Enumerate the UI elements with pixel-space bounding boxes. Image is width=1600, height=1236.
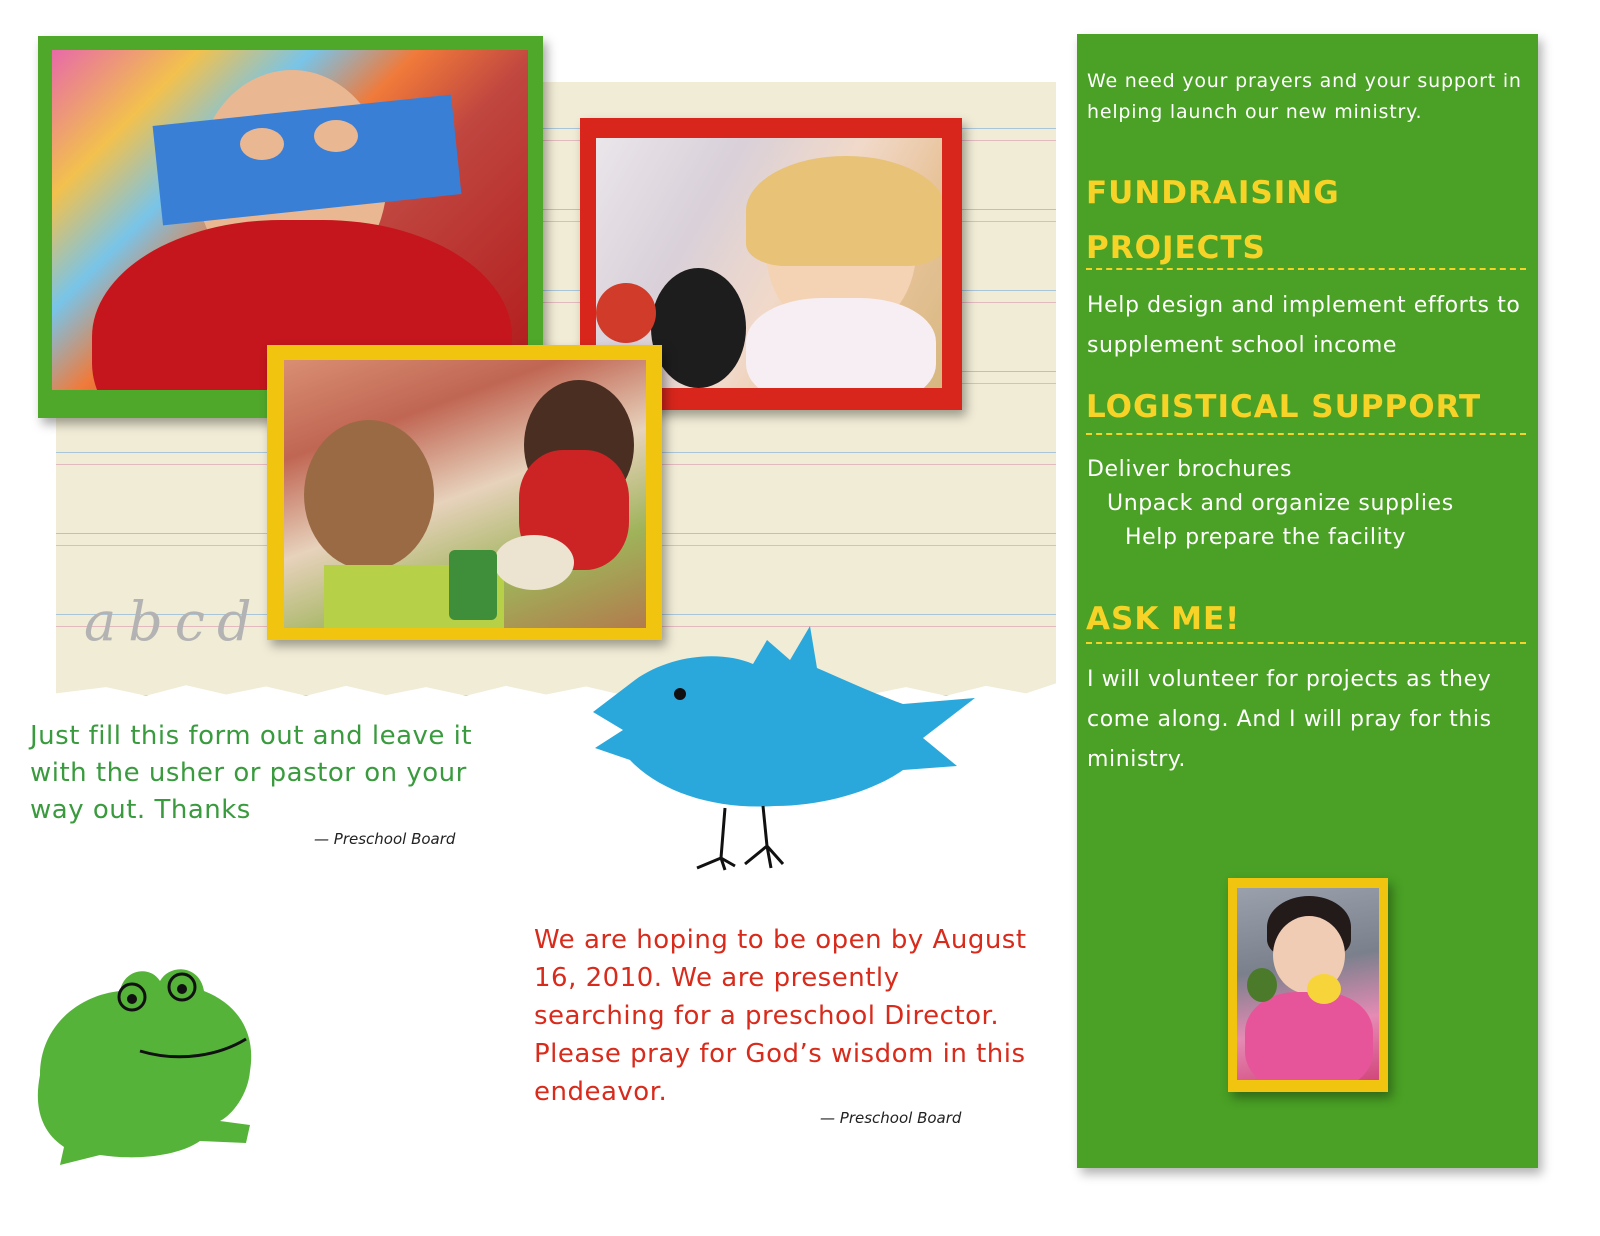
heading-divider [1086,268,1526,270]
blue-bird-icon [585,620,985,880]
list-item: Unpack and organize supplies [1107,491,1454,516]
photo-girls-drawing [284,360,646,628]
heading-divider [1086,433,1526,435]
photo-boy-paper-mask [52,50,528,390]
heading-logistical-support: LOGISTICAL SUPPORT [1086,389,1482,425]
paper-letters: abcd [84,590,264,653]
photo-frame-girl-toys [1228,878,1388,1092]
logistical-list [1087,453,1527,555]
fundraising-text: Help design and implement efforts to supplement school income [1087,293,1521,358]
opening-announcement: We are hoping to be open by August 16, 2010. We are presently searching for a preschool Director. Please pray for God’s wisdom in this endeavor. [534,925,1027,1107]
heading-divider [1086,642,1526,644]
photo-girl-with-toys [1237,888,1379,1080]
instructions-signature: — Preschool Board [314,830,456,848]
form-instructions: Just fill this form out and leave it with the usher or pastor on your way out. Thanks [30,721,473,825]
list-item: Help prepare the facility [1125,525,1407,550]
photo-frame-girls-drawing [267,345,662,640]
list-item: Deliver brochures [1087,457,1293,482]
green-frog-icon [20,955,270,1175]
heading-fundraising: FUNDRAISING PROJECTS [1086,175,1340,266]
panel-intro: We need your prayers and your support in helping launch our new ministry. [1087,70,1522,123]
ask-me-text: I will volunteer for projects as they come along. And I will pray for this ministry. [1087,667,1492,772]
heading-ask-me: ASK ME! [1086,601,1241,637]
announcement-signature: — Preschool Board [820,1109,962,1127]
